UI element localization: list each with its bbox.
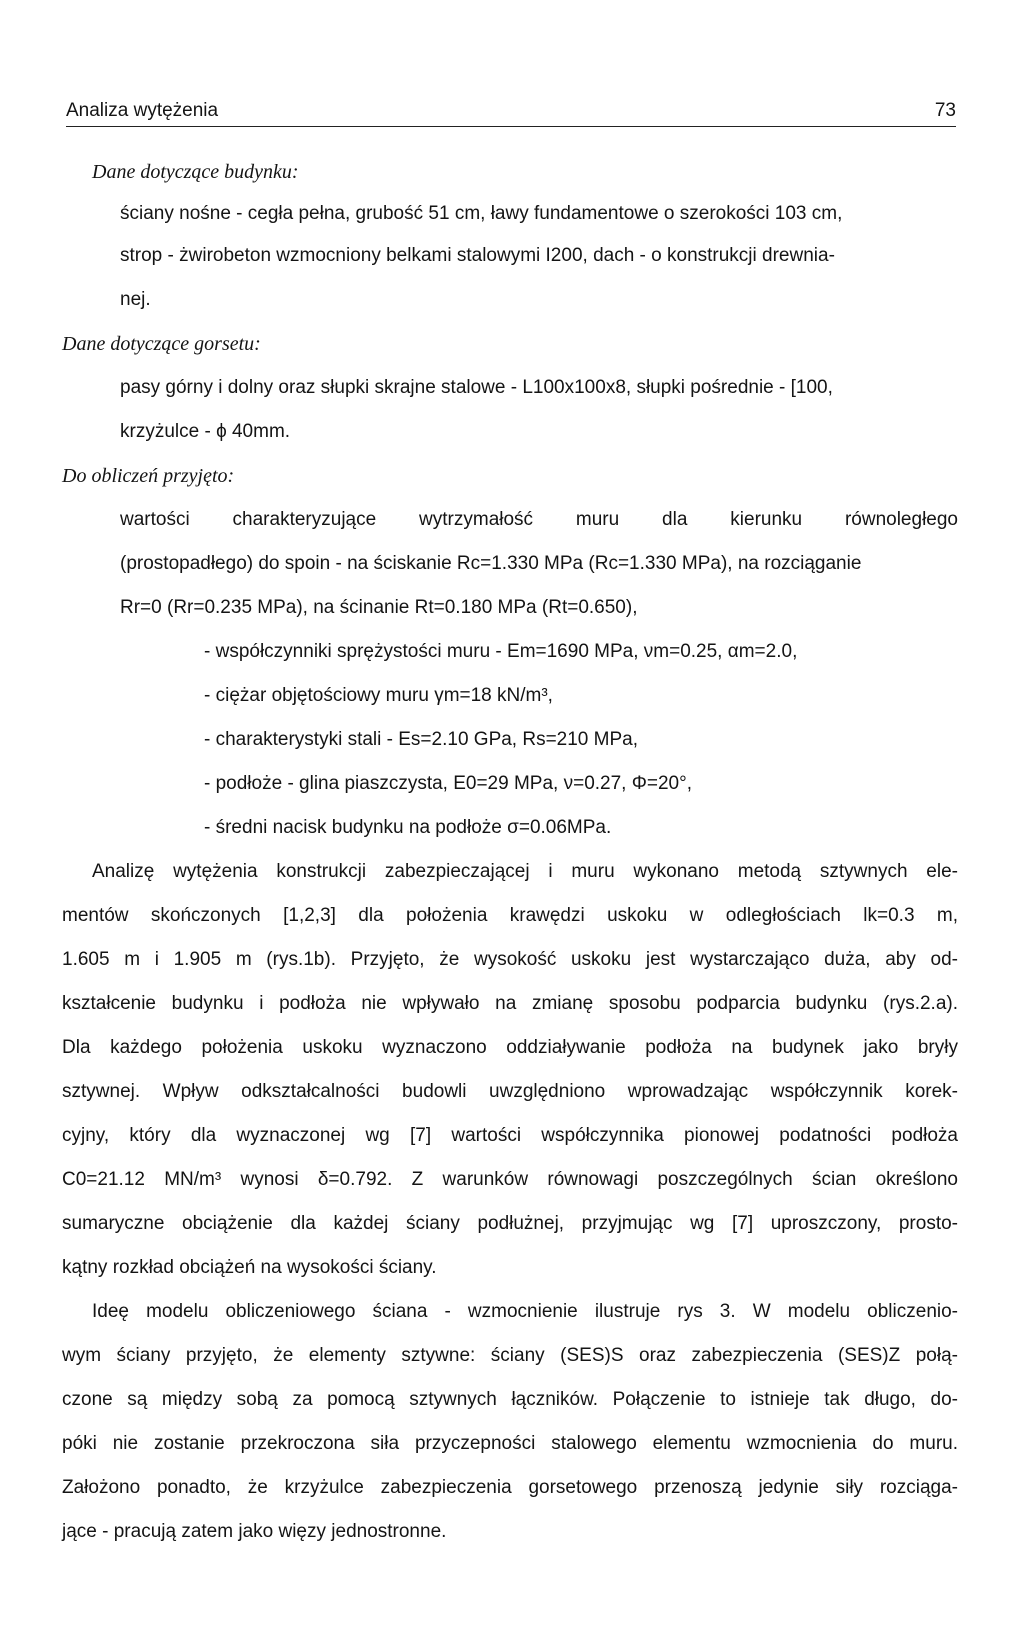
paragraph-line: Dla każdego położenia uskoku wyznaczono oddziaływanie podłoża na budynek jako bryły <box>62 1037 958 1058</box>
assumption-item: - charakterystyki stali - Es=2.10 GPa, Rs=210 MPa, <box>204 729 639 750</box>
paragraph-line: jące - pracują zatem jako więzy jednostronne. <box>62 1521 447 1542</box>
paragraph-line: 1.605 m i 1.905 m (rys.1b). Przyjęto, że wysokość uskoku jest wystarczająco duża, aby od- <box>62 949 958 970</box>
paragraph-line: Ideę modelu obliczeniowego ściana - wzmocnienie ilustruje rys 3. W modelu obliczenio- <box>92 1301 958 1322</box>
paragraph-line: póki nie zostanie przekroczona siła przyczepności stalowego elementu wzmocnienia do muru. <box>62 1433 958 1454</box>
corset-line: krzyżulce - ϕ 40mm. <box>120 421 291 442</box>
section-heading-assumptions: Do obliczeń przyjęto: <box>62 465 235 487</box>
building-line: ściany nośne - cegła pełna, grubość 51 cm, ławy fundamentowe o szerokości 103 cm, <box>120 203 843 224</box>
building-line: nej. <box>120 289 151 310</box>
section-heading-building: Dane dotyczące budynku: <box>92 161 299 183</box>
paragraph-line: cyjny, który dla wyznaczonej wg [7] wartości współczynnika pionowej podatności podłoża <box>62 1125 958 1146</box>
assumption-line: (prostopadłego) do spoin - na ściskanie Rc=1.330 MPa (Rc=1.330 MPa), na rozciąganie <box>120 553 862 574</box>
paragraph-line: mentów skończonych [1,2,3] dla położenia krawędzi uskoku w odległościach lk=0.3 m, <box>62 905 958 926</box>
paragraph-line: C0=21.12 MN/m³ wynosi δ=0.792. Z warunków równowagi poszczególnych ścian określono <box>62 1169 958 1190</box>
header-title: Analiza wytężenia <box>66 100 219 121</box>
assumption-item: - współczynniki sprężystości muru - Em=1690 MPa, νm=0.25, αm=2.0, <box>204 641 798 662</box>
paragraph-line: kształcenie budynku i podłoża nie wpływało na zmianę sposobu podparcia budynku (rys.2.a). <box>62 993 958 1014</box>
assumption-item: - ciężar objętościowy muru γm=18 kN/m³, <box>204 685 553 706</box>
paragraph-line: sztywnej. Wpływ odkształcalności budowli uwzględniono wprowadzając współczynnik korek- <box>62 1081 958 1102</box>
page-number: 73 <box>934 100 956 121</box>
paragraph-line: kątny rozkład obciążeń na wysokości ściany. <box>62 1257 437 1278</box>
section-heading-corset: Dane dotyczące gorsetu: <box>62 333 261 355</box>
corset-line: pasy górny i dolny oraz słupki skrajne stalowe - L100x100x8, słupki pośrednie - [100, <box>120 377 833 398</box>
running-header <box>66 98 956 127</box>
paragraph-line: wym ściany przyjęto, że elementy sztywne: ściany (SES)S oraz zabezpieczenia (SES)Z połą- <box>62 1345 958 1366</box>
paragraph-line: Analizę wytężenia konstrukcji zabezpieczającej i muru wykonano metodą sztywnych ele- <box>92 861 958 882</box>
assumption-line: Rr=0 (Rr=0.235 MPa), na ścinanie Rt=0.180 MPa (Rt=0.650), <box>120 597 638 618</box>
assumption-line: wartości charakteryzujące wytrzymałość muru dla kierunku równoległego <box>120 509 958 530</box>
building-line: strop - żwirobeton wzmocniony belkami stalowymi I200, dach - o konstrukcji drewnia- <box>120 245 835 266</box>
assumption-item: - podłoże - glina piaszczysta, E0=29 MPa, ν=0.27, Φ=20°, <box>204 773 692 794</box>
paragraph-line: czone są między sobą za pomocą sztywnych łączników. Połączenie to istnieje tak długo, do- <box>62 1389 958 1410</box>
paragraph-line: sumaryczne obciążenie dla każdej ściany podłużnej, przyjmując wg [7] uproszczony, prosto- <box>62 1213 958 1234</box>
assumption-item: - średni nacisk budynku na podłoże σ=0.06MPa. <box>204 817 612 838</box>
paragraph-line: Założono ponadto, że krzyżulce zabezpieczenia gorsetowego przenoszą jedynie siły rozciąga- <box>62 1477 958 1498</box>
